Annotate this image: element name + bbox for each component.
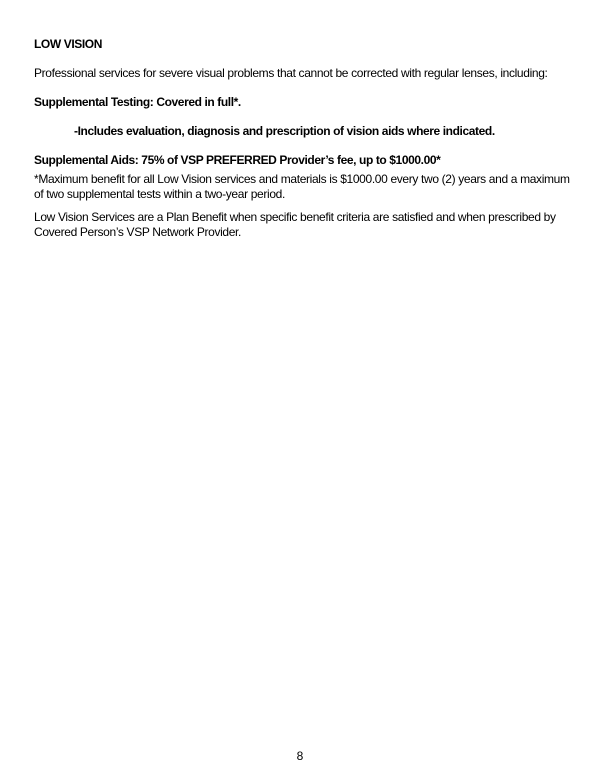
plan-benefit-criteria-note: Low Vision Services are a Plan Benefit when specific benefit criteria are satisfied and when prescribed by Covered Person’s VSP Network Provider. (34, 210, 556, 239)
section-title: LOW VISION (34, 37, 103, 51)
page-number: 8 (296, 749, 304, 763)
maximum-benefit-note: *Maximum benefit for all Low Vision services and materials is $1000.00 every two (2) years and a maximum of two supplemental tests within a two-year period. (34, 172, 570, 201)
supplemental-aids-heading: Supplemental Aids: 75% of VSP PREFERRED Provider’s fee, up to $1000.00* (34, 153, 441, 167)
supplemental-testing-detail: -Includes evaluation, diagnosis and prescription of vision aids where indicated. (74, 124, 495, 138)
intro-paragraph: Professional services for severe visual problems that cannot be corrected with regular lenses, including: (34, 66, 548, 80)
supplemental-testing-heading: Supplemental Testing: Covered in full*. (34, 95, 241, 109)
